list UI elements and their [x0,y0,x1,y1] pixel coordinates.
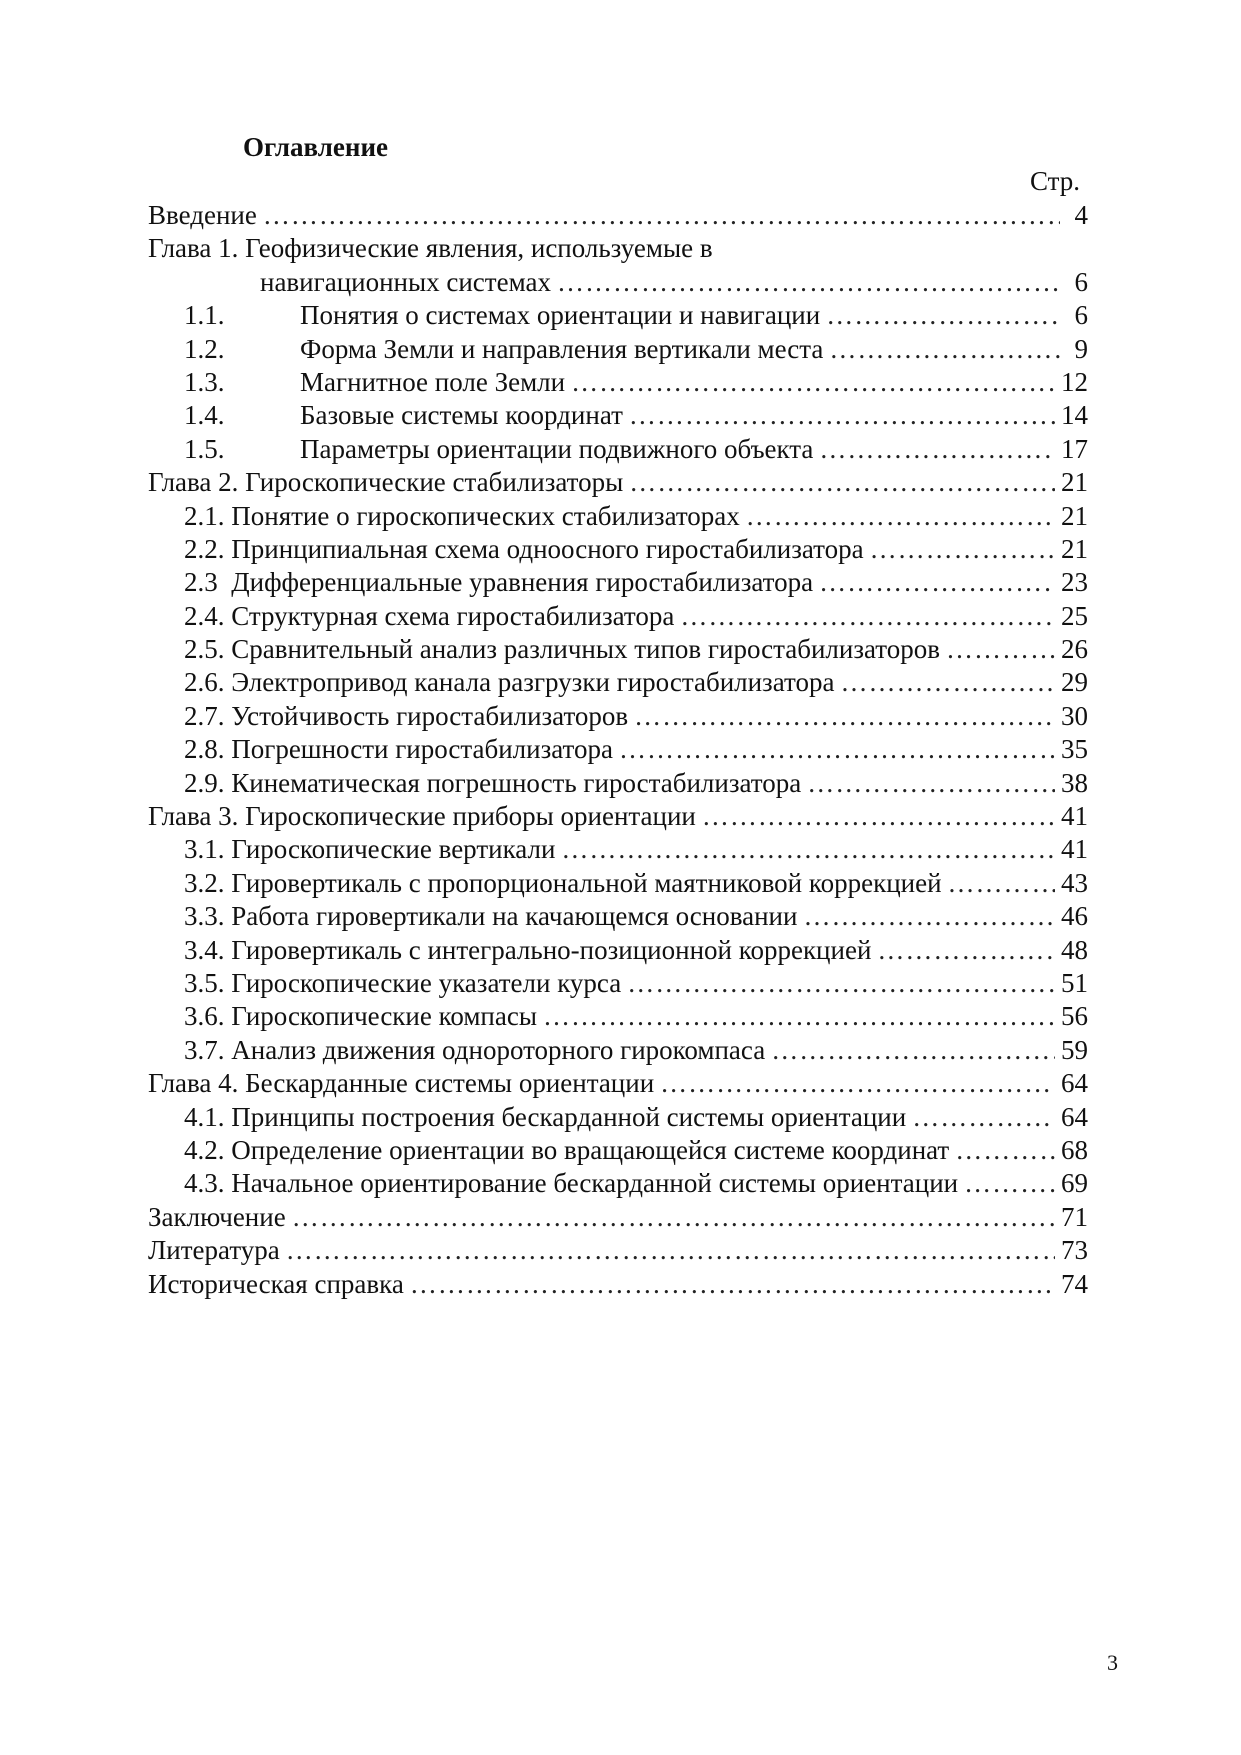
leader-dots [746,500,1055,533]
toc-entry-label: 2.1. Понятие о гироскопических стабилизаторах [184,500,740,531]
toc-entry-2-5[interactable] [148,633,1088,666]
leader-dots [912,1101,1055,1134]
toc-entry-2-3[interactable] [148,566,1088,599]
leader-dots [840,666,1055,699]
toc-entry-page: 21 [1061,467,1088,498]
toc-entry-page: 64 [1061,1101,1088,1132]
toc-entry-label: 3.6. Гироскопические компасы [184,1001,537,1032]
toc-entry-chapter-3[interactable] [148,800,1088,833]
toc-entry-page: 73 [1061,1235,1088,1266]
toc-entry-label: 4.3. Начальное ориентирование бескарданной системы ориентации [184,1168,959,1199]
leader-dots [955,1134,1055,1167]
toc-entry-label: Параметры ориентации подвижного объекта [300,433,814,464]
toc-entry-page: 51 [1061,967,1088,998]
toc-entry-2-2[interactable] [148,533,1088,566]
toc-entry-literature[interactable] [148,1234,1088,1267]
toc-entry-page: 25 [1061,600,1088,631]
toc-entry-label: 2.5. Сравнительный анализ различных типов гиростабилизаторов [184,634,940,665]
toc-entry-page: 17 [1061,433,1088,464]
leader-dots [634,700,1055,733]
toc-entry-page: 9 [1074,333,1088,364]
toc-entry-label: Базовые системы координат [300,400,623,431]
toc-entry-2-7[interactable] [148,700,1088,733]
leader-dots [946,633,1055,666]
toc-entry-historical-note[interactable] [148,1268,1088,1301]
toc-entry-chapter-4[interactable] [148,1067,1088,1100]
toc-entry-page: 41 [1061,801,1088,832]
leader-dots [680,600,1055,633]
leader-dots [543,1000,1055,1033]
toc-entry-page: 68 [1061,1134,1088,1165]
toc-entry-label: 4.2. Определение ориентации во вращающейся системе координат [184,1134,950,1165]
toc-entry-4-2[interactable] [148,1134,1088,1167]
toc-entry-label: Заключение [148,1201,286,1232]
toc-entry-1-5[interactable] [148,433,1088,466]
leader-dots [619,733,1055,766]
toc-entry-label: 2.8. Погрешности гиростабилизатора [184,734,613,765]
leader-dots [771,1034,1055,1067]
toc-entry-page: 12 [1061,366,1088,397]
toc-entry-4-3[interactable] [148,1167,1088,1200]
toc-entry-page: 21 [1061,500,1088,531]
toc-entry-page: 4 [1074,200,1088,230]
toc-entry-2-9[interactable] [148,767,1088,800]
toc-entry-number: 1.5. [184,433,225,464]
leader-dots [702,800,1055,833]
toc-entry-label: Магнитное поле Земли [300,366,566,397]
toc-entry-page: 43 [1061,867,1088,898]
toc-entry-label: 3.1. Гироскопические вертикали [184,834,556,865]
toc-entry-3-2[interactable] [148,867,1088,900]
toc-entry-number: 1.2. [184,333,225,364]
toc-entry-page: 35 [1061,734,1088,765]
leader-dots [571,366,1055,399]
toc-entry-label: 3.4. Гировертикаль с интегрально-позиционной коррекцией [184,934,872,965]
table-of-contents [148,199,1088,1301]
toc-entry-label: 3.5. Гироскопические указатели курса [184,967,622,998]
toc-entry-label: 2.3 Дифференциальные уравнения гиростабилизатора [184,567,814,598]
toc-entry-3-1[interactable] [148,833,1088,866]
page-column-label: Стр. [1030,166,1081,196]
leader-dots [819,433,1055,466]
toc-entry-number: 1.1. [184,300,225,331]
toc-entry-page: 23 [1061,567,1088,598]
leader-dots [410,1268,1055,1301]
toc-entry-page: 48 [1061,934,1088,965]
toc-entry-page: 6 [1074,300,1088,331]
toc-entry-label: 2.6. Электропривод канала разгрузки гиростабилизатора [184,667,835,698]
toc-entry-2-4[interactable] [148,600,1088,633]
toc-entry-1-4[interactable] [148,399,1088,432]
toc-entry-2-6[interactable] [148,666,1088,699]
toc-entry-3-7[interactable] [148,1034,1088,1067]
toc-entry-1-1[interactable] [148,299,1088,332]
toc-entry-1-3[interactable] [148,366,1088,399]
leader-dots [826,299,1060,332]
toc-title: Оглавление [243,132,388,162]
toc-entry-page: 30 [1061,700,1088,731]
toc-entry-page: 71 [1061,1201,1088,1232]
toc-entry-page: 6 [1074,266,1088,297]
leader-dots [629,399,1055,432]
toc-entry-2-1[interactable] [148,500,1088,533]
leader-dots [807,767,1055,800]
leader-dots [964,1167,1055,1200]
leader-dots [561,833,1055,866]
toc-entry-label: Форма Земли и направления вертикали места [300,333,824,364]
toc-entry-label: 2.7. Устойчивость гиростабилизаторов [184,700,629,731]
toc-entry-3-5[interactable] [148,967,1088,1000]
toc-entry-label: Глава 4. Бескарданные системы ориентации [148,1068,655,1099]
toc-entry-3-3[interactable] [148,900,1088,933]
leader-dots [286,1234,1055,1267]
toc-entry-label: Глава 1. Геофизические явления, используемые в [148,233,713,264]
toc-entry-3-4[interactable] [148,934,1088,967]
toc-entry-label: Понятия о системах ориентации и навигации [300,300,821,331]
toc-entry-page: 21 [1061,533,1088,564]
toc-entry-page: 59 [1061,1034,1088,1065]
leader-dots [627,967,1055,1000]
toc-entry-label: 3.7. Анализ движения однороторного гирокомпаса [184,1034,766,1065]
leader-dots [803,900,1055,933]
toc-entry-page: 64 [1061,1068,1088,1099]
leader-dots [829,333,1060,366]
leader-dots [292,1201,1055,1234]
toc-entry-label: Историческая справка [148,1268,404,1299]
toc-entry-number: 1.3. [184,366,225,397]
page-number: 3 [1107,1650,1118,1675]
leader-dots [877,934,1055,967]
toc-entry-label: Глава 3. Гироскопические приборы ориентации [148,801,696,832]
leader-dots [629,466,1055,499]
toc-entry-chapter-1-continuation[interactable] [148,266,1088,299]
toc-entry-label: 2.9. Кинематическая погрешность гиростабилизатора [184,767,802,798]
leader-dots [660,1067,1055,1100]
toc-entry-1-2[interactable] [148,333,1088,366]
toc-entry-page: 69 [1061,1168,1088,1199]
toc-entry-number: 1.4. [184,400,225,431]
leader-dots [557,266,1060,299]
toc-entry-label: 4.1. Принципы построения бескарданной системы ориентации [184,1101,907,1132]
leader-dots [870,533,1055,566]
leader-dots [819,566,1055,599]
leader-dots [263,199,1060,232]
toc-entry-page: 74 [1061,1268,1088,1299]
toc-entry-page: 41 [1061,834,1088,865]
toc-entry-page: 46 [1061,901,1088,932]
toc-entry-label: 3.3. Работа гировертикали на качающемся основании [184,901,798,932]
toc-entry-4-1[interactable] [148,1101,1088,1134]
toc-entry-chapter-1[interactable] [148,232,1088,265]
toc-entry-intro[interactable] [148,199,1088,232]
toc-entry-label: Литература [148,1235,280,1266]
toc-entry-label: 2.2. Принципиальная схема одноосного гиростабилизатора [184,533,864,564]
toc-entry-label: 2.4. Структурная схема гиростабилизатора [184,600,675,631]
toc-entry-3-6[interactable] [148,1000,1088,1033]
toc-entry-label: Введение [148,200,257,230]
toc-entry-page: 38 [1061,767,1088,798]
toc-entry-page: 29 [1061,667,1088,698]
toc-entry-conclusion[interactable] [148,1201,1088,1234]
toc-entry-page: 26 [1061,634,1088,665]
toc-entry-label: Глава 2. Гироскопические стабилизаторы [148,467,624,498]
toc-entry-2-8[interactable] [148,733,1088,766]
toc-entry-page: 14 [1061,400,1088,431]
toc-entry-chapter-2[interactable] [148,466,1088,499]
leader-dots [948,867,1055,900]
toc-entry-page: 56 [1061,1001,1088,1032]
toc-entry-label: 3.2. Гировертикаль с пропорциональной маятниковой коррекцией [184,867,942,898]
toc-entry-label: навигационных системах [260,266,551,297]
